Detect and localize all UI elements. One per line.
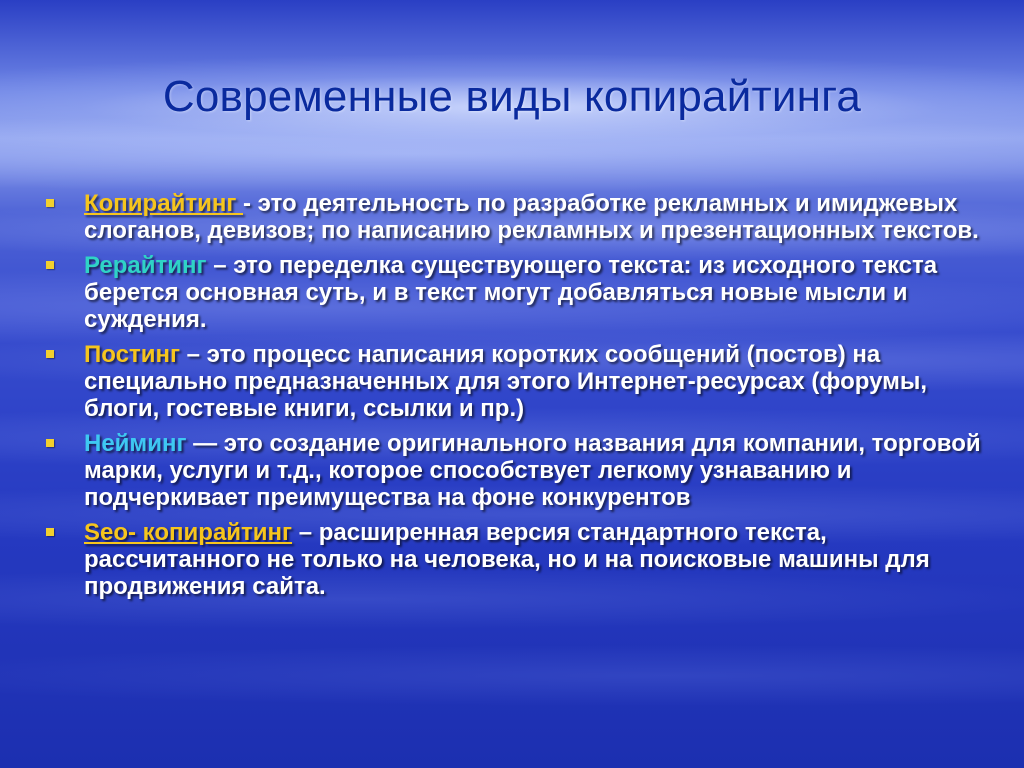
bullet-item-posting <box>44 341 984 422</box>
square-bullet-icon <box>46 199 54 207</box>
definition-naming: — это создание оригинального названия для компании, торговой марки, услуги и т.д., которое способствует легкому узнаванию и подчеркивает преимущества на фоне конкурентов <box>84 430 981 511</box>
definition-posting: – это процесс написания коротких сообщений (постов) на специально предназначенных для этого Интернет-ресурсах (форумы, блоги, гостевые книги, ссылки и пр.) <box>84 341 928 422</box>
bullet-item-copywriting <box>44 190 984 244</box>
term-naming: Нейминг <box>84 430 187 457</box>
definition-copywriting: - это деятельность по разработке рекламных и имиджевых слоганов, девизов; по написанию рекламных и презентационных текстов. <box>84 190 979 244</box>
slide-title: Современные виды копирайтинга <box>162 72 862 121</box>
bullet-item-seo-copywriting <box>44 519 984 600</box>
square-bullet-icon <box>46 528 54 536</box>
term-rewriting: Рерайтинг <box>84 252 207 279</box>
term-posting: Постинг <box>84 341 180 368</box>
bullet-item-rewriting <box>44 252 984 333</box>
bullet-list <box>44 190 984 608</box>
square-bullet-icon <box>46 350 54 358</box>
definition-rewriting: – это переделка существующего текста: из исходного текста берется основная суть, и в текст могут добавляться новые мысли и суждения. <box>84 252 938 333</box>
bullet-item-naming <box>44 430 984 511</box>
term-seo-copywriting: Seo- копирайтинг <box>84 519 293 546</box>
square-bullet-icon <box>46 261 54 269</box>
definition-seo-copywriting: – расширенная версия стандартного текста, рассчитанного не только на человека, но и на поисковые машины для продвижения сайта. <box>84 519 930 600</box>
term-copywriting: Копирайтинг <box>84 190 243 217</box>
square-bullet-icon <box>46 439 54 447</box>
